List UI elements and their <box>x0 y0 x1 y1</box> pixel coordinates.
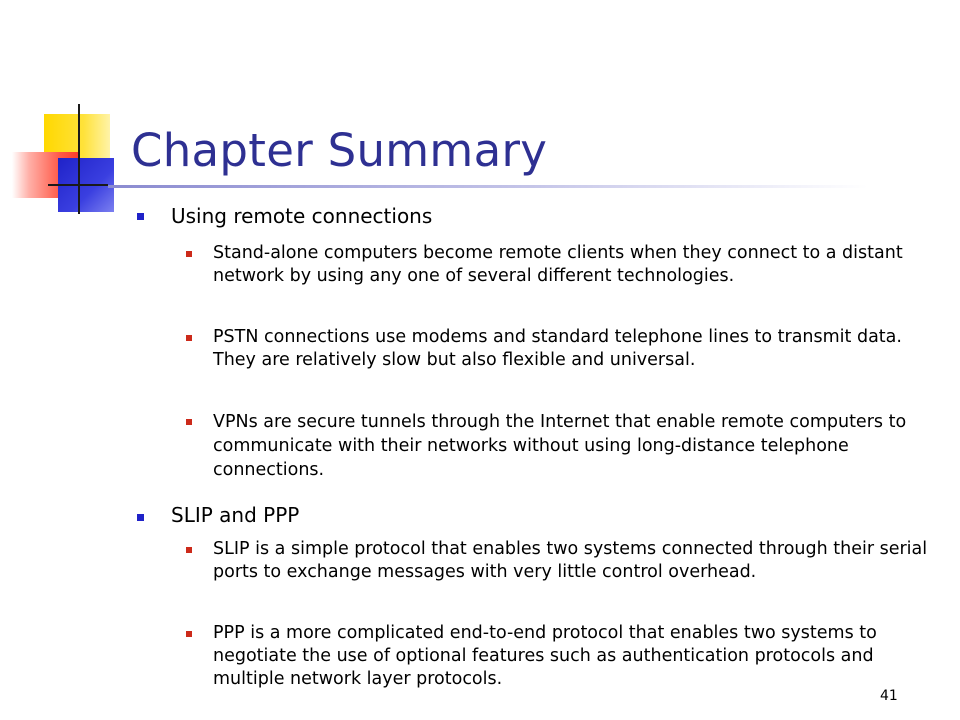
horizontal-line-decoration <box>48 184 108 186</box>
list-item: Stand-alone computers become remote clients when they connect to a distant network by using any one of several different technologies. <box>213 243 903 286</box>
item-bullet-icon <box>186 547 192 553</box>
item-bullet-icon <box>186 419 192 425</box>
section-bullet-icon <box>137 213 144 220</box>
page-number: 41 <box>880 688 898 704</box>
slide-title: Chapter Summary <box>131 124 548 177</box>
section-bullet-icon <box>137 514 144 521</box>
list-item: PSTN connections use modems and standard telephone lines to transmit data. They are relatively slow but also flexible and universal. <box>213 327 902 370</box>
vertical-line-decoration <box>78 104 80 214</box>
item-bullet-icon <box>186 251 192 257</box>
section-heading: SLIP and PPP <box>171 503 300 527</box>
list-item: SLIP is a simple protocol that enables two systems connected through their serial ports to exchange messages with very little control overhead. <box>213 539 928 582</box>
title-underline <box>108 185 868 188</box>
item-bullet-icon <box>186 631 192 637</box>
item-bullet-icon <box>186 335 192 341</box>
section-heading: Using remote connections <box>171 204 433 228</box>
list-item: PPP is a more complicated end-to-end protocol that enables two systems to negotiate the use of optional features such as authentication protocols and multiple network layer protocols. <box>213 623 877 689</box>
list-item: VPNs are secure tunnels through the Internet that enable remote computers to communicate with their networks without using long-distance telephone connections. <box>213 412 907 480</box>
